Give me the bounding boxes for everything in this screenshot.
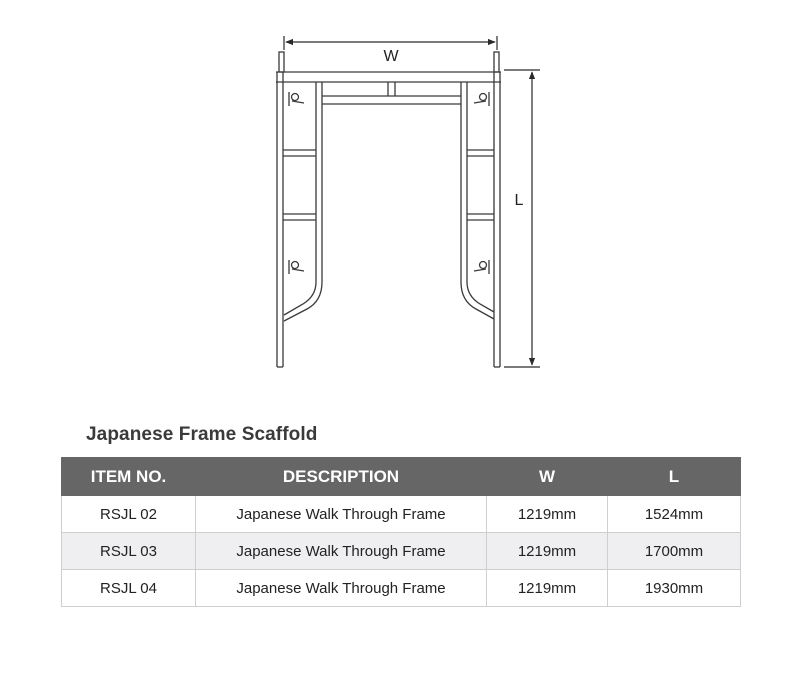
length-label: L xyxy=(514,192,524,209)
cell-l: 1930mm xyxy=(608,570,741,607)
table-row xyxy=(62,570,741,607)
frame-drawing xyxy=(276,52,501,367)
cell-w: 1219mm xyxy=(487,496,608,533)
left-leg xyxy=(277,72,322,367)
cell-description: Japanese Walk Through Frame xyxy=(196,533,487,570)
left-top-pin xyxy=(279,52,284,72)
cell-l: 1524mm xyxy=(608,496,741,533)
column-header-w: W xyxy=(487,458,608,496)
spec-table xyxy=(61,457,741,607)
cell-description: Japanese Walk Through Frame xyxy=(196,496,487,533)
width-label: W xyxy=(383,48,399,65)
product-title: Japanese Frame Scaffold xyxy=(86,424,318,445)
table-row xyxy=(62,533,741,570)
cell-item-no: RSJL 04 xyxy=(62,570,196,607)
right-top-pin xyxy=(494,52,499,72)
table-header-row xyxy=(62,458,741,496)
column-header-item-no: ITEM NO. xyxy=(62,458,196,496)
table-row xyxy=(62,496,741,533)
cell-item-no: RSJL 02 xyxy=(62,496,196,533)
cell-item-no: RSJL 03 xyxy=(62,533,196,570)
right-lock-pins xyxy=(474,92,489,274)
column-header-description: DESCRIPTION xyxy=(196,458,487,496)
column-header-l: L xyxy=(608,458,741,496)
cell-w: 1219mm xyxy=(487,570,608,607)
cell-w: 1219mm xyxy=(487,533,608,570)
left-lock-pins xyxy=(289,92,304,274)
length-dimension xyxy=(504,70,540,367)
cell-description: Japanese Walk Through Frame xyxy=(196,570,487,607)
cell-l: 1700mm xyxy=(608,533,741,570)
right-leg xyxy=(461,72,500,367)
